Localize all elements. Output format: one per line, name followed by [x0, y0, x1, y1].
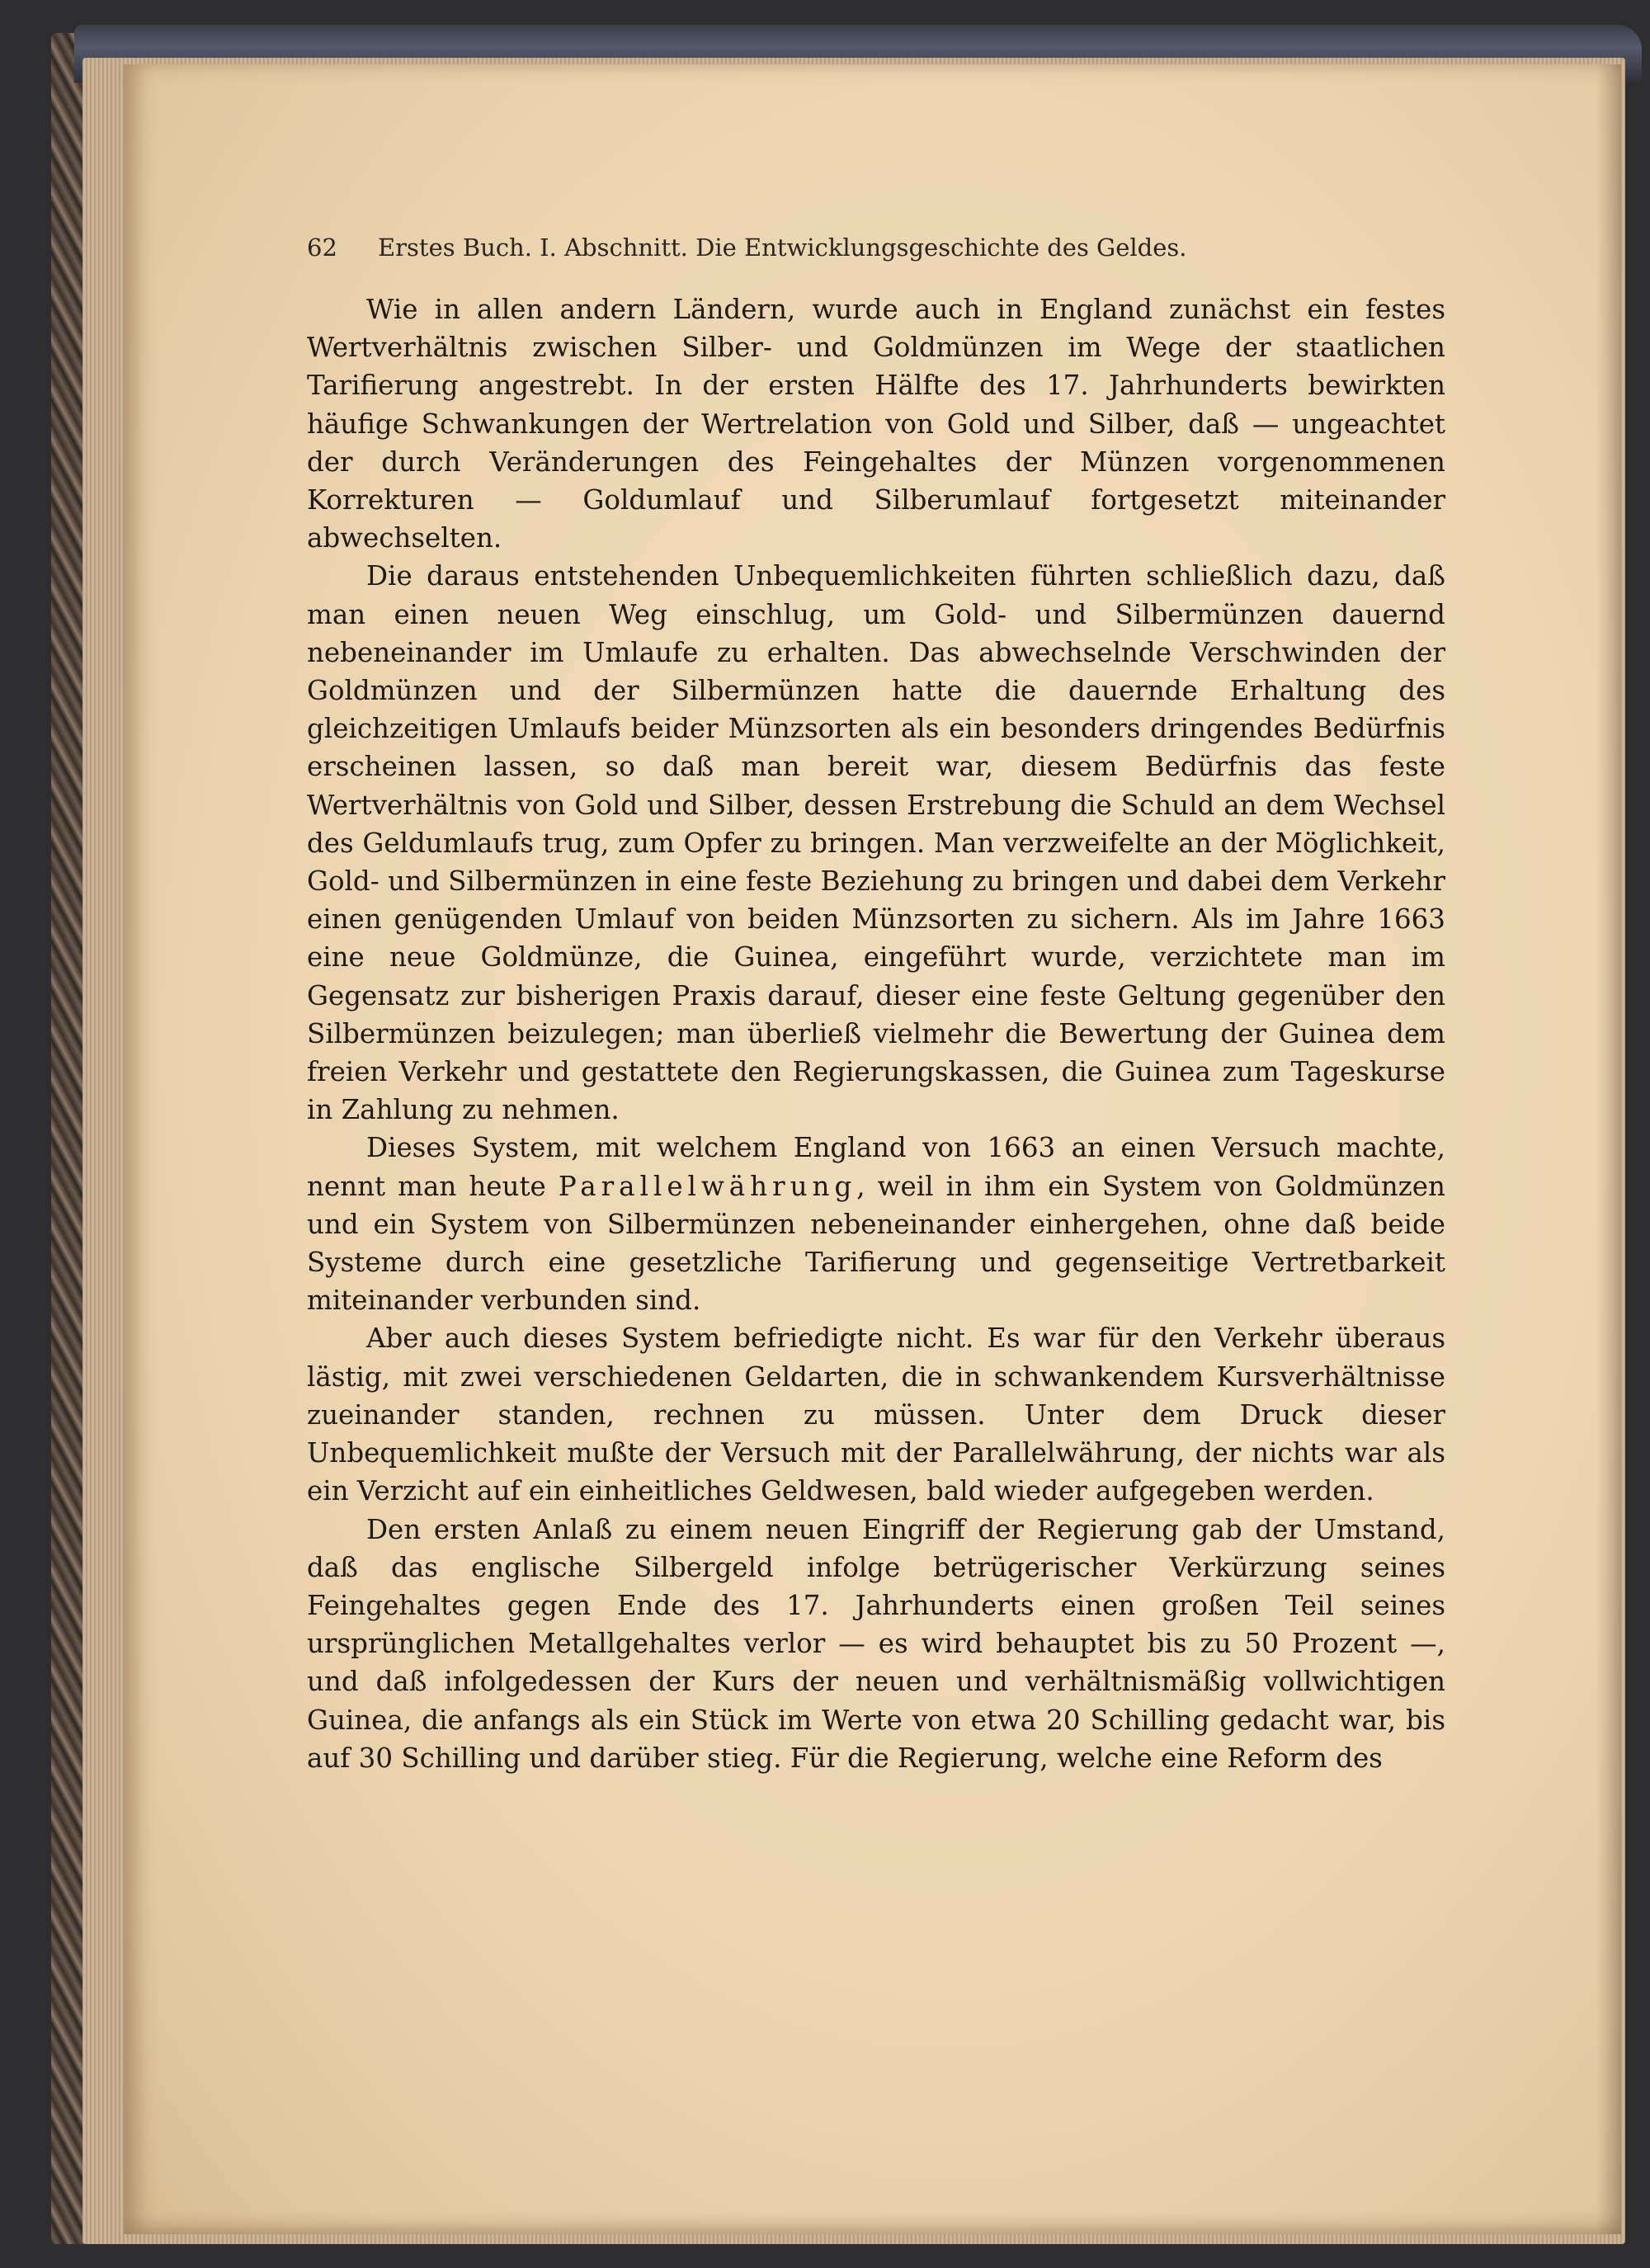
page-text — [307, 233, 1445, 1777]
running-title: Erstes Buch. I. Abschnitt. Die Entwicklungsgeschichte des Geldes. — [378, 233, 1187, 262]
paragraph-2: Die daraus entstehenden Unbequemlichkeiten führten schließlich dazu, daß man einen neuen Weg einschlug, um Gold- und Silbermünzen dauernd nebeneinander im Umlaufe zu erhalten. Das abwechselnde Verschwinden der Goldmünzen und der Silbermünzen hatte die dauernde Erhaltung des gleichzeitigen Umlaufs beider Münzsorten als ein besonders dringendes Bedürfnis erscheinen lassen, so daß man bereit war, diesem Bedürfnis das feste Wertverhältnis von Gold und Silber, dessen Erstrebung die Schuld an dem Wechsel des Geldumlaufs trug, zum Opfer zu bringen. Man verzweifelte an der Möglichkeit, Gold- und Silbermünzen in eine feste Beziehung zu bringen und dabei dem Verkehr einen genügenden Umlauf von beiden Münzsorten zu sichern. Als im Jahre 1663 eine neue Goldmünze, die Guinea, eingeführt wurde, verzichtete man im Gegensatz zur bisherigen Praxis darauf, dieser eine feste Geltung gegenüber den Silbermünzen beizulegen; man überließ vielmehr die Bewertung der Guinea dem freien Verkehr und gestattete den Regierungskassen, die Guinea zum Tageskurse in Zahlung zu nehmen. — [307, 560, 1445, 1126]
paragraph-3-start: Dieses System, mit welchem England von 1663 an einen Versuch machte, nennt man heute — [307, 1132, 1445, 1202]
paragraph-1: Wie in allen andern Ländern, wurde auch in England zunächst ein festes Wertverhältnis zwischen Silber- und Goldmünzen im Wege der staatlichen Tarifierung angestrebt. In der ersten Hälfte des 17. Jahrhunderts bewirkten häufige Schwankungen der Wertrelation von Gold und Silber, daß — ungeachtet der durch Veränderungen des Feingehaltes der Münzen vorgenommenen Korrekturen — Goldumlauf und Silberumlauf fortgesetzt miteinander abwechselten. — [307, 294, 1445, 554]
paragraph-3-end: , weil in ihm ein System von Goldmünzen und ein System von Silbermünzen nebeneinander einhergehen, ohne daß beide Systeme durch eine gesetzliche Tarifierung und gegenseitige Vertretbarkeit miteinander verbunden sind. — [307, 1170, 1445, 1317]
paragraph-4: Aber auch dieses System befriedigte nicht. Es war für den Verkehr überaus lästig, mit zwei verschiedenen Geldarten, die in schwankendem Kursverhältnisse zueinander standen, rechnen zu müssen. Unter dem Druck dieser Unbequemlichkeit mußte der Versuch mit der Parallelwährung, der nichts war als ein Verzicht auf ein einheitliches Geldwesen, bald wieder aufgegeben werden. — [307, 1323, 1445, 1507]
page-number: 62 — [307, 233, 337, 262]
running-head — [307, 233, 1445, 262]
paragraph-3 — [307, 1129, 1445, 1319]
page-shadow — [1596, 64, 1621, 2234]
emphasized-term: Parallelwährung — [558, 1170, 857, 1202]
paragraph-5: Den ersten Anlaß zu einem neuen Eingriff der Regierung gab der Umstand, daß das englische Silbergeld infolge betrügerischer Verkürzung seines Feingehaltes gegen Ende des 17. Jahrhunderts einen großen Teil seines ursprünglichen Metallgehaltes verlor — es wird behauptet bis zu 50 Prozent —, und daß infolgedessen der Kurs der neuen und verhältnismäßig vollwichtigen Guinea, die anfangs als ein Stück im Werte von etwa 20 Schilling gedacht war, bis auf 30 Schilling und darüber stieg. Für die Regierung, welche eine Reform des — [307, 1513, 1445, 1774]
